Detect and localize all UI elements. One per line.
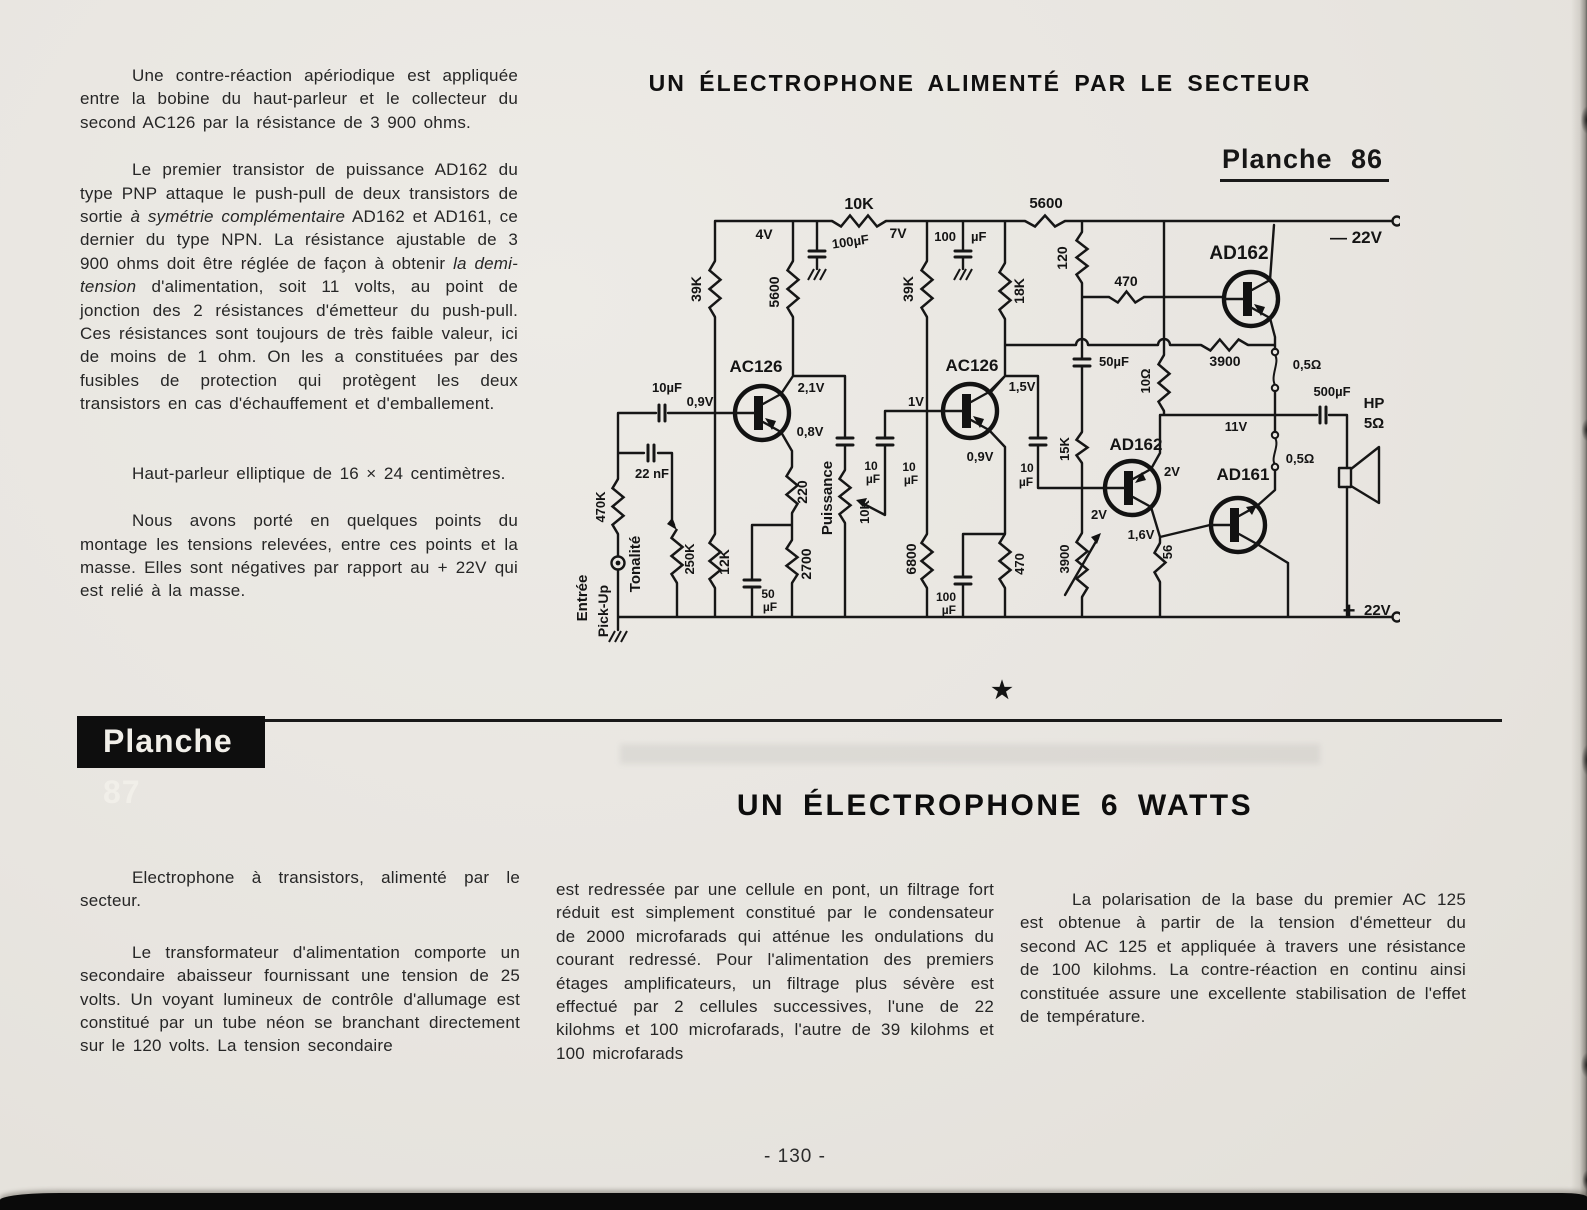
ground-symbols bbox=[609, 269, 972, 642]
schematic-label: AD161 bbox=[1216, 465, 1270, 484]
schematic-label: 7V bbox=[889, 225, 907, 241]
transistor-ad162-1 bbox=[1224, 272, 1278, 326]
schematic-label: 12K bbox=[716, 549, 732, 575]
schematic-label: 10Ω bbox=[1138, 368, 1153, 394]
paragraph: Nous avons porté en quelques points du montage les tensions relevées, entre ces points et la masse. Elles sont négatives par rapport au + 22V qui est relié à la masse. bbox=[80, 511, 518, 601]
schematic-label: 39K bbox=[900, 276, 916, 302]
print-showthrough bbox=[620, 744, 1320, 764]
bottom-column-1 bbox=[80, 866, 520, 1086]
resistor bbox=[1077, 432, 1088, 463]
transistor-ad162-2 bbox=[1105, 461, 1159, 515]
paragraph: Electrophone à transistors, alimenté par le secteur. bbox=[80, 868, 520, 911]
schematic-label: Pick-Up bbox=[595, 584, 611, 638]
schematic-label: 15K bbox=[1057, 437, 1072, 461]
schematic-label: µF bbox=[762, 600, 778, 614]
plate-87-banner: Planche 87 bbox=[77, 716, 265, 768]
left-column bbox=[80, 64, 518, 627]
circuit-diagram bbox=[560, 185, 1400, 705]
circuit-wires bbox=[618, 221, 1393, 630]
schematic-label: µF bbox=[941, 603, 956, 617]
resistor bbox=[840, 470, 851, 523]
resistor bbox=[832, 216, 886, 227]
transistor-ac126-2 bbox=[943, 384, 997, 438]
schematic-label: AC126 bbox=[729, 357, 783, 376]
schematic-label: 5600 bbox=[1029, 195, 1063, 212]
schematic-label: 6800 bbox=[903, 543, 919, 575]
resistor bbox=[1077, 232, 1088, 283]
schematic-label: µF bbox=[1018, 475, 1034, 489]
paragraph: Haut-parleur elliptique de 16 × 24 centimètres. bbox=[132, 463, 506, 483]
resistor bbox=[1109, 292, 1144, 303]
resistor bbox=[1000, 534, 1011, 588]
schematic-label: 0,8V bbox=[796, 424, 824, 439]
resistor bbox=[710, 261, 721, 317]
schematic-label: 0,9V bbox=[686, 394, 714, 409]
resistor bbox=[1000, 263, 1011, 319]
schematic-label: 1,6V bbox=[1127, 527, 1155, 542]
schematic-label: — 22V bbox=[1330, 228, 1382, 247]
schematic-label: 5Ω bbox=[1363, 415, 1385, 432]
schematic-label: 11V bbox=[1224, 419, 1248, 434]
terminal-plus-22v bbox=[1393, 613, 1401, 622]
schematic-label: AD162 bbox=[1209, 243, 1269, 264]
schematic-planche-86 bbox=[560, 185, 1400, 705]
schematic-label: 10K bbox=[844, 196, 874, 213]
resistor bbox=[922, 534, 933, 588]
schematic-label: 10 bbox=[902, 460, 916, 474]
resistor bbox=[1201, 340, 1248, 351]
page-number: - 130 - bbox=[764, 1146, 826, 1167]
resistor bbox=[672, 529, 683, 583]
paragraph: Une contre-réaction apériodique est appliquée entre la bobine du haut-parleur et le collecteur du second AC126 par la résistance de 3 900 ohms. bbox=[80, 66, 518, 132]
scan-bottom-edge bbox=[0, 1193, 1587, 1210]
paragraph: Le transformateur d'alimentation comporte un secondaire abaisseur fournissant une tension de 25 volts. Un voyant lumineux de contrôle d'allumage est constitué par un tube néon se branchant directement sur le 120 volts. La tension secondaire bbox=[80, 942, 520, 1056]
schematic-label: 2V bbox=[1091, 507, 1107, 522]
input-jack-pin bbox=[616, 561, 621, 566]
schematic-label: AD162 bbox=[1109, 435, 1163, 454]
schematic-label: ★ bbox=[991, 677, 1013, 704]
schematic-label: 3900 bbox=[1057, 544, 1072, 574]
terminal-minus-22v bbox=[1393, 217, 1401, 226]
schematic-label: 500µF bbox=[1313, 384, 1351, 399]
schematic-label: 250K bbox=[682, 543, 697, 575]
resistor bbox=[613, 479, 624, 534]
schematic-label: 3900 bbox=[1209, 353, 1241, 369]
schematic-label: 50 bbox=[761, 587, 775, 601]
schematic-label: 470 bbox=[1012, 553, 1027, 575]
resistor bbox=[788, 261, 799, 317]
schematic-label: 120 bbox=[1054, 246, 1070, 270]
resistor bbox=[1159, 355, 1170, 411]
schematic-label: Tonalité bbox=[627, 535, 644, 593]
schematic-label: 0,5Ω bbox=[1285, 451, 1315, 466]
section-title-electrophone-secteur: UN ÉLECTROPHONE ALIMENTÉ PAR LE SECTEUR bbox=[648, 70, 1312, 96]
schematic-label: 5600 bbox=[766, 276, 782, 308]
schematic-label: 100 bbox=[934, 229, 956, 244]
schematic-label: + bbox=[1342, 598, 1356, 623]
schematic-label: Puissance bbox=[819, 460, 836, 536]
schematic-label: 470 bbox=[1114, 273, 1138, 289]
schematic-label: 100µF bbox=[830, 231, 870, 252]
schematic-label: 2,1V bbox=[797, 380, 825, 395]
paragraph: Le premier transistor de puissance AD162 du type PNP attaque le push-pull de deux transistors de sortie à symétrie complémentaire AD162 et AD161, ce dernier du type NPN. La résistance ajustable de 3 900 ohms doit être réglée de façon à obtenir la demi-tension d'alimentation, soit 11 volts, au point de jonction des 2 résistances d'émetteur du push-pull. Ces résistances sont toujours de très faible valeur, ici de moins de 1 ohm. On les a constituées par des fusibles de protection qui protègent les deux transistors en cas d'échauffement et d'emballement. bbox=[80, 160, 518, 414]
schematic-label: 10 bbox=[864, 459, 878, 473]
schematic-label: 22V bbox=[1364, 602, 1391, 619]
transistor-ac126-1 bbox=[735, 386, 789, 440]
schematic-label: 0,5Ω bbox=[1292, 357, 1322, 372]
paragraph: La polarisation de la base du premier AC 125 est obtenue à partir de la tension d'émetteur du second AC 125 et appliquée à travers une résistance de 100 kilohms. La contre-réaction en continu ainsi constituée assure une excellente stabilisation de l'effet de température. bbox=[1020, 890, 1466, 1027]
book-binding-edge bbox=[1571, 0, 1587, 1210]
plate-86-label: Planche 86 bbox=[1220, 144, 1389, 182]
schematic-label: 1V bbox=[908, 394, 924, 409]
schematic-label: 100 bbox=[935, 590, 956, 604]
schematic-label: 1,5V bbox=[1008, 379, 1036, 394]
schematic-label: 0,9V bbox=[966, 449, 994, 464]
resistor bbox=[922, 261, 933, 317]
schematic-label: 4V bbox=[755, 226, 773, 242]
schematic-label: AC126 bbox=[945, 356, 999, 375]
resistor bbox=[1025, 216, 1065, 227]
schematic-label: 2700 bbox=[798, 548, 814, 580]
schematic-label: 10K bbox=[857, 500, 872, 524]
transistor-ad161 bbox=[1211, 498, 1265, 552]
schematic-label: 2V bbox=[1164, 464, 1180, 479]
schematic-label: 470K bbox=[593, 491, 608, 523]
schematic-label: 56 bbox=[1160, 544, 1175, 560]
schematic-label: 50µF bbox=[1099, 354, 1129, 369]
bottom-column-3 bbox=[1020, 888, 1466, 1052]
horizontal-rule bbox=[265, 719, 1502, 722]
speaker-icon bbox=[1339, 447, 1379, 503]
section-title-electrophone-6-watts: UN ÉLECTROPHONE 6 WATTS bbox=[736, 789, 1254, 822]
schematic-label: HP bbox=[1363, 395, 1385, 412]
schematic-label: 10 bbox=[1020, 461, 1034, 475]
paragraph: est redressée par une cellule en pont, un filtrage fort réduit est simplement constitué par le condensateur de 2000 microfarads qui atténue les ondulations du courant redressé. Pour l'alimentation des premiers étages amplificateurs, un filtrage plus sévère est effectué par 2 cellules successives, l'une de 22 kilohms et 100 microfarads, l'autre de 39 kilohms et 100 microfarads bbox=[556, 880, 994, 1063]
schematic-label: µF bbox=[903, 473, 919, 487]
schematic-label: 220 bbox=[794, 480, 810, 504]
schematic-label: 39K bbox=[688, 276, 704, 302]
resistor bbox=[787, 540, 798, 583]
schematic-label: µF bbox=[971, 229, 987, 244]
schematic-label: 22 nF bbox=[635, 466, 669, 481]
schematic-labels bbox=[574, 195, 1391, 704]
schematic-label: Entrée bbox=[574, 574, 591, 622]
schematic-label: 10µF bbox=[652, 380, 682, 395]
schematic-label: µF bbox=[865, 472, 881, 486]
bottom-column-2 bbox=[556, 878, 994, 1089]
schematic-label: 18K bbox=[1011, 278, 1027, 304]
